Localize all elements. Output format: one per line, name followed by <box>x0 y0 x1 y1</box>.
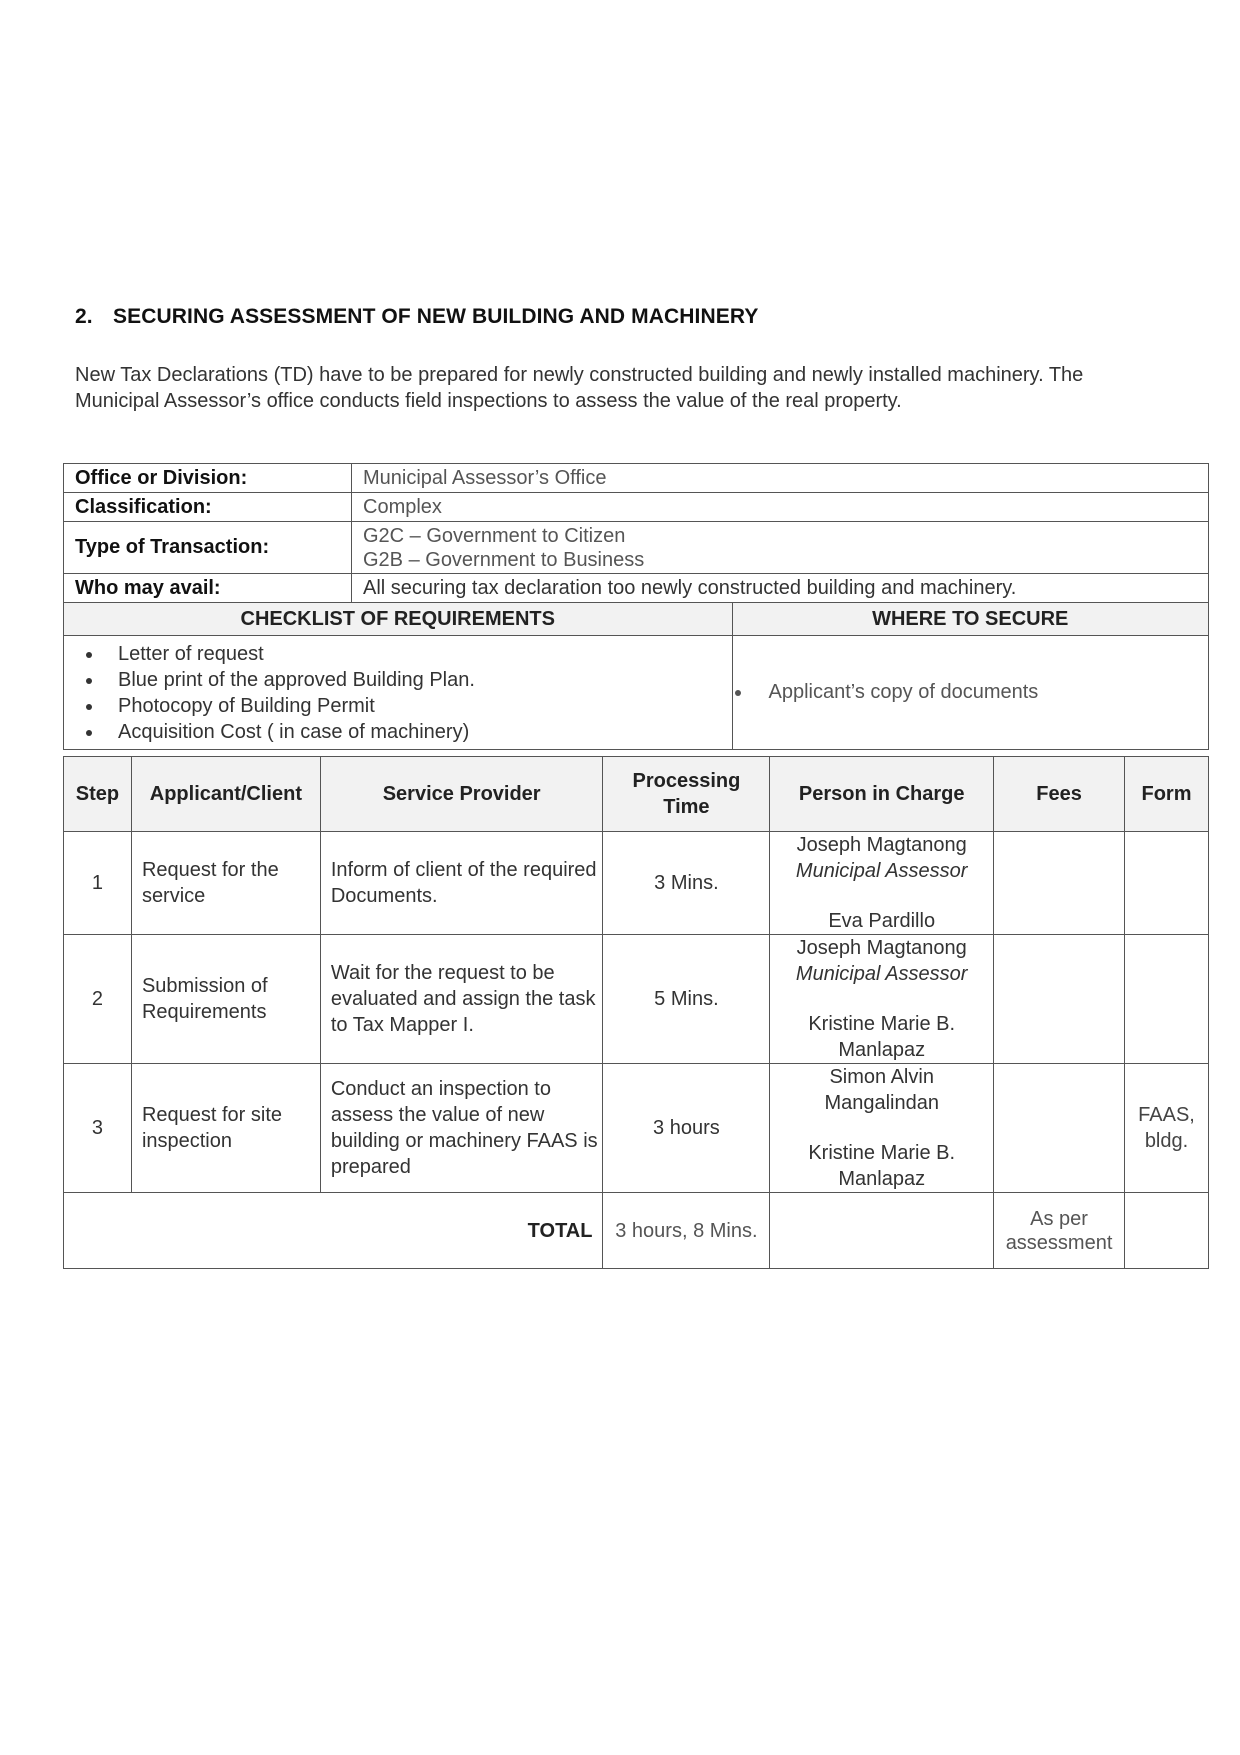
form-header: Form <box>1125 757 1209 832</box>
form-cell <box>1125 832 1209 935</box>
requirement-item: • Acquisition Cost ( in case of machinery) <box>104 719 732 745</box>
person-in-charge <box>770 832 994 935</box>
step-header: Step <box>64 757 132 832</box>
provider-step: Wait for the request to be evaluated and assign the task to Tax Mapper I. <box>320 935 603 1064</box>
where-cell <box>732 636 1209 750</box>
person-name: Joseph Magtanong <box>796 834 967 856</box>
office-value: Municipal Assessor’s Office <box>352 464 1209 493</box>
person-in-charge <box>770 935 994 1064</box>
transaction-g2b: G2B – Government to Business <box>363 548 645 571</box>
transaction-row <box>64 522 1209 574</box>
client-step: Request for site inspection <box>131 1064 320 1193</box>
office-row <box>64 464 1209 493</box>
avail-label: Who may avail: <box>64 574 352 603</box>
section-title: SECURING ASSESSMENT OF NEW BUILDING AND MACHINERY <box>113 305 759 328</box>
fees-cell <box>994 1064 1125 1193</box>
table-row <box>64 935 1209 1064</box>
person-name: Kristine Marie B. Manlapaz <box>808 1013 956 1061</box>
client-step: Submission of Requirements <box>131 935 320 1064</box>
classification-label: Classification: <box>64 493 352 522</box>
processing-time: 3 hours <box>603 1064 770 1193</box>
person-in-charge <box>770 1064 994 1193</box>
processing-time: 5 Mins. <box>603 935 770 1064</box>
service-info-table <box>63 463 1209 750</box>
checklist-header: CHECKLIST OF REQUIREMENTS <box>64 603 733 636</box>
requirement-item: • Photocopy of Building Permit <box>104 693 732 719</box>
time-header-line2: Time <box>663 796 710 818</box>
time-header-line1: Processing <box>632 770 741 792</box>
section-number: 2. <box>75 305 93 328</box>
where-header: WHERE TO SECURE <box>732 603 1209 636</box>
total-row <box>64 1193 1209 1269</box>
avail-row <box>64 574 1209 603</box>
table-row <box>64 1064 1209 1193</box>
requirement-item: • Letter of request <box>104 641 732 667</box>
person-name: Simon Alvin Mangalindan <box>824 1066 939 1114</box>
fees-header: Fees <box>994 757 1125 832</box>
form-cell <box>1125 935 1209 1064</box>
requirements-cell <box>64 636 733 750</box>
step-number: 2 <box>64 935 132 1064</box>
transaction-g2c: G2C – Government to Citizen <box>363 524 626 547</box>
classification-row <box>64 493 1209 522</box>
checklist-row <box>64 636 1209 750</box>
time-header <box>603 757 770 832</box>
section-heading <box>75 305 1175 329</box>
checklist-header-row <box>64 603 1209 636</box>
total-fees: As per assessment <box>994 1193 1125 1269</box>
avail-value: All securing tax declaration too newly constructed building and machinery. <box>352 574 1209 603</box>
person-role: Municipal Assessor <box>795 860 968 882</box>
fees-cell <box>994 935 1125 1064</box>
where-list <box>733 681 1209 704</box>
total-time: 3 hours, 8 Mins. <box>603 1193 770 1269</box>
provider-step: Conduct an inspection to assess the value of new building or machinery FAAS is prepared <box>320 1064 603 1193</box>
transaction-label: Type of Transaction: <box>64 522 352 574</box>
process-steps-table <box>63 756 1209 1269</box>
steps-header-row <box>64 757 1209 832</box>
person-name: Joseph Magtanong <box>796 937 967 959</box>
person-name: Eva Pardillo <box>828 910 936 932</box>
form-cell: FAAS, bldg. <box>1125 1064 1209 1193</box>
step-number: 1 <box>64 832 132 935</box>
requirements-list <box>64 641 732 745</box>
person-role: Municipal Assessor <box>795 963 968 985</box>
classification-value: Complex <box>352 493 1209 522</box>
where-item: • Applicant’s copy of documents <box>753 681 1209 704</box>
total-form-cell <box>1125 1193 1209 1269</box>
processing-time: 3 Mins. <box>603 832 770 935</box>
client-header: Applicant/Client <box>131 757 320 832</box>
office-label: Office or Division: <box>64 464 352 493</box>
fees-cell <box>994 832 1125 935</box>
provider-header: Service Provider <box>320 757 603 832</box>
table-row <box>64 832 1209 935</box>
provider-step: Inform of client of the required Documents. <box>320 832 603 935</box>
total-person-cell <box>770 1193 994 1269</box>
step-number: 3 <box>64 1064 132 1193</box>
transaction-values <box>352 522 1209 574</box>
section-description: New Tax Declarations (TD) have to be prepared for newly constructed building and newly installed machinery. The Municipal Assessor’s office conducts field inspections to assess the value of the real property. <box>75 364 1084 412</box>
client-step: Request for the service <box>131 832 320 935</box>
total-label: TOTAL <box>64 1193 603 1269</box>
person-name: Kristine Marie B. Manlapaz <box>808 1142 956 1190</box>
requirement-item: • Blue print of the approved Building Plan. <box>104 667 732 693</box>
person-header: Person in Charge <box>770 757 994 832</box>
